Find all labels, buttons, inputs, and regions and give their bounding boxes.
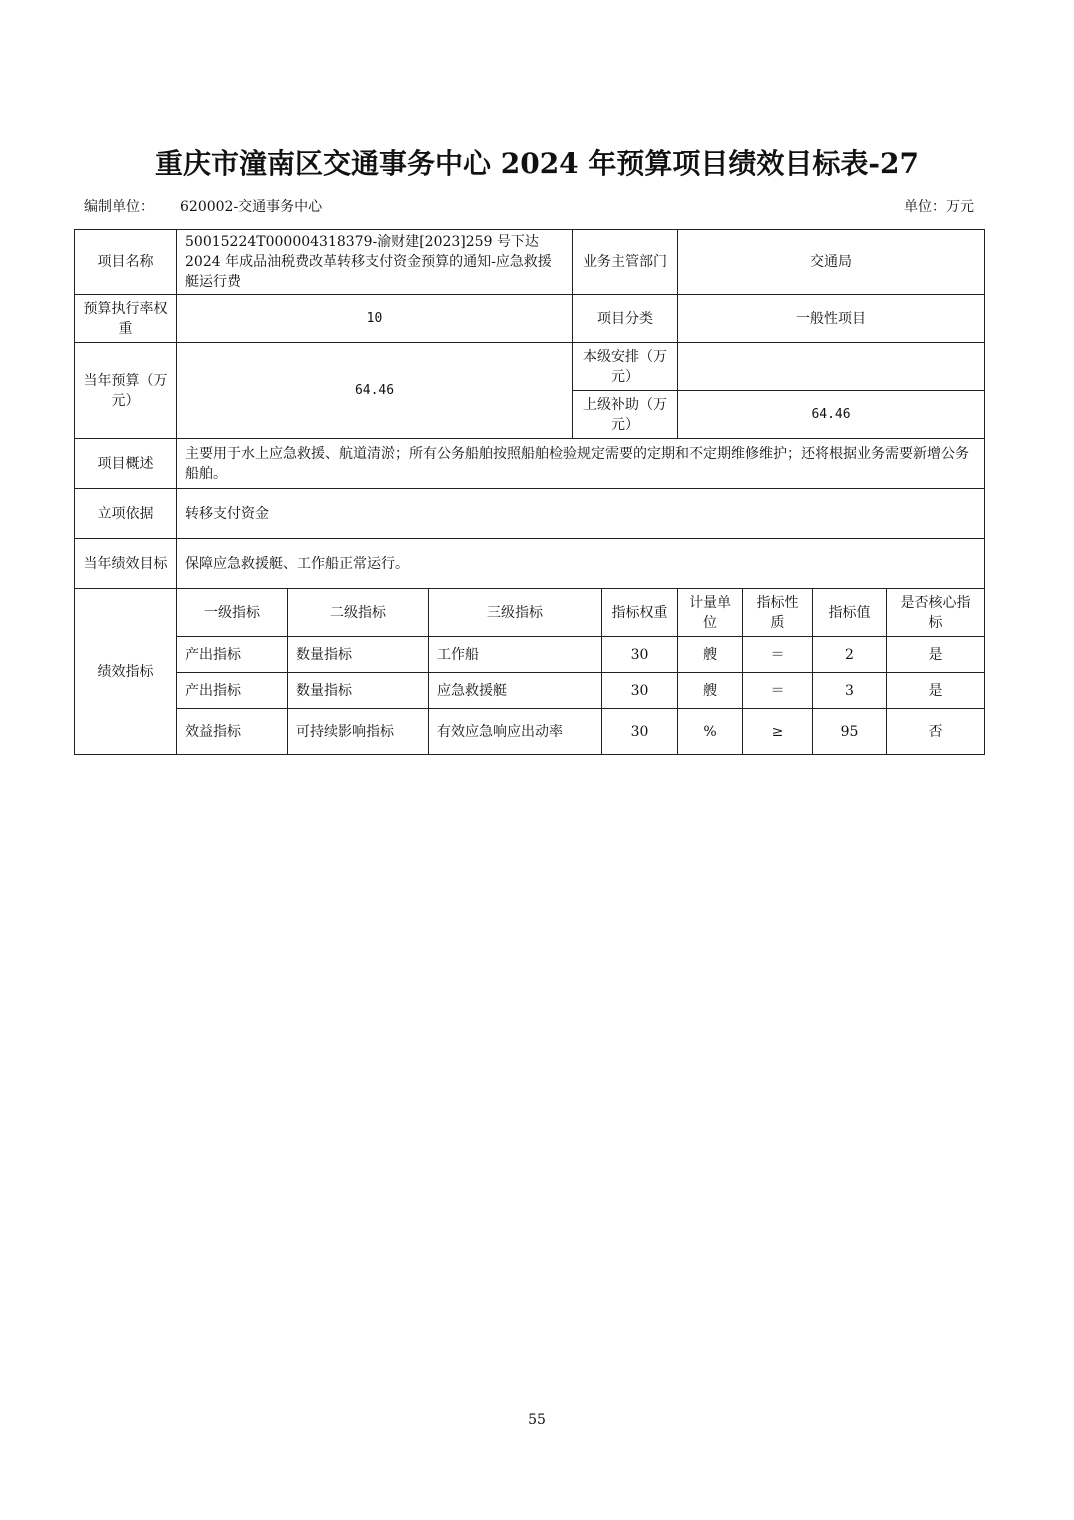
indicator-unit: 艘: [678, 637, 743, 673]
goal-label: 当年绩效目标: [75, 539, 177, 589]
compiling-unit: [84, 196, 322, 216]
indicator-nature: ≥: [743, 709, 813, 755]
indicator-l3: 工作船: [429, 637, 602, 673]
header-l1: 一级指标: [177, 589, 288, 637]
category-label: 项目分类: [573, 295, 678, 343]
category-value: 一般性项目: [678, 295, 985, 343]
indicator-weight: 30: [602, 637, 678, 673]
dept-label: 业务主管部门: [573, 230, 678, 295]
indicator-unit: 艘: [678, 673, 743, 709]
indicator-value: 3: [813, 673, 887, 709]
indicator-value: 2: [813, 637, 887, 673]
indicator-l1: 效益指标: [177, 709, 288, 755]
perf-label: 绩效指标: [75, 589, 177, 755]
indicator-weight: 30: [602, 673, 678, 709]
indicator-row: [75, 673, 985, 709]
indicator-core: 否: [887, 709, 985, 755]
header-l3: 三级指标: [429, 589, 602, 637]
indicator-l1: 产出指标: [177, 673, 288, 709]
project-name-value: 50015224T000004318379-渝财建[2023]259 号下达 2024 年成品油税费改革转移支付资金预算的通知-应急救援艇运行费: [177, 230, 573, 295]
indicator-l2: 可持续影响指标: [288, 709, 429, 755]
header-core: 是否核心指标: [887, 589, 985, 637]
page-number: 55: [528, 1412, 546, 1428]
currency-unit: 单位：万元: [904, 199, 974, 215]
compiling-unit-label: 编制单位：: [84, 199, 154, 215]
compiling-unit-value: 620002-交通事务中心: [180, 199, 323, 215]
indicator-value: 95: [813, 709, 887, 755]
upper-value: 64.46: [678, 391, 985, 439]
local-label: 本级安排（万元）: [573, 343, 678, 391]
performance-target-table: [74, 229, 985, 755]
overview-value: 主要用于水上应急救援、航道清淤；所有公务船舶按照船舶检验规定需要的定期和不定期维修维护；还将根据业务需要新增公务船舶。: [177, 439, 985, 489]
project-name-label: 项目名称: [75, 230, 177, 295]
header-unit: 计量单位: [678, 589, 743, 637]
local-value: [678, 343, 985, 391]
header-nature: 指标性质: [743, 589, 813, 637]
basis-label: 立项依据: [75, 489, 177, 539]
upper-label: 上级补助（万元）: [573, 391, 678, 439]
dept-value: 交通局: [678, 230, 985, 295]
indicator-row: [75, 709, 985, 755]
document-title: 重庆市潼南区交通事务中心 2024 年预算项目绩效目标表-27: [154, 147, 919, 180]
indicator-l2: 数量指标: [288, 637, 429, 673]
header-l2: 二级指标: [288, 589, 429, 637]
header-weight: 指标权重: [602, 589, 678, 637]
indicator-core: 是: [887, 637, 985, 673]
indicator-l2: 数量指标: [288, 673, 429, 709]
indicator-unit: %: [678, 709, 743, 755]
indicator-l3: 应急救援艇: [429, 673, 602, 709]
overview-label: 项目概述: [75, 439, 177, 489]
indicator-l3: 有效应急响应出动率: [429, 709, 602, 755]
budget-value: 64.46: [177, 343, 573, 439]
indicator-weight: 30: [602, 709, 678, 755]
indicator-nature: ＝: [743, 673, 813, 709]
goal-value: 保障应急救援艇、工作船正常运行。: [177, 539, 985, 589]
indicator-core: 是: [887, 673, 985, 709]
exec-rate-label: 预算执行率权重: [75, 295, 177, 343]
exec-rate-value: 10: [177, 295, 573, 343]
indicator-l1: 产出指标: [177, 637, 288, 673]
header-value: 指标值: [813, 589, 887, 637]
indicator-row: [75, 637, 985, 673]
budget-label: 当年预算（万元）: [75, 343, 177, 439]
basis-value: 转移支付资金: [177, 489, 985, 539]
indicator-header-row: [75, 589, 985, 637]
indicator-nature: ＝: [743, 637, 813, 673]
